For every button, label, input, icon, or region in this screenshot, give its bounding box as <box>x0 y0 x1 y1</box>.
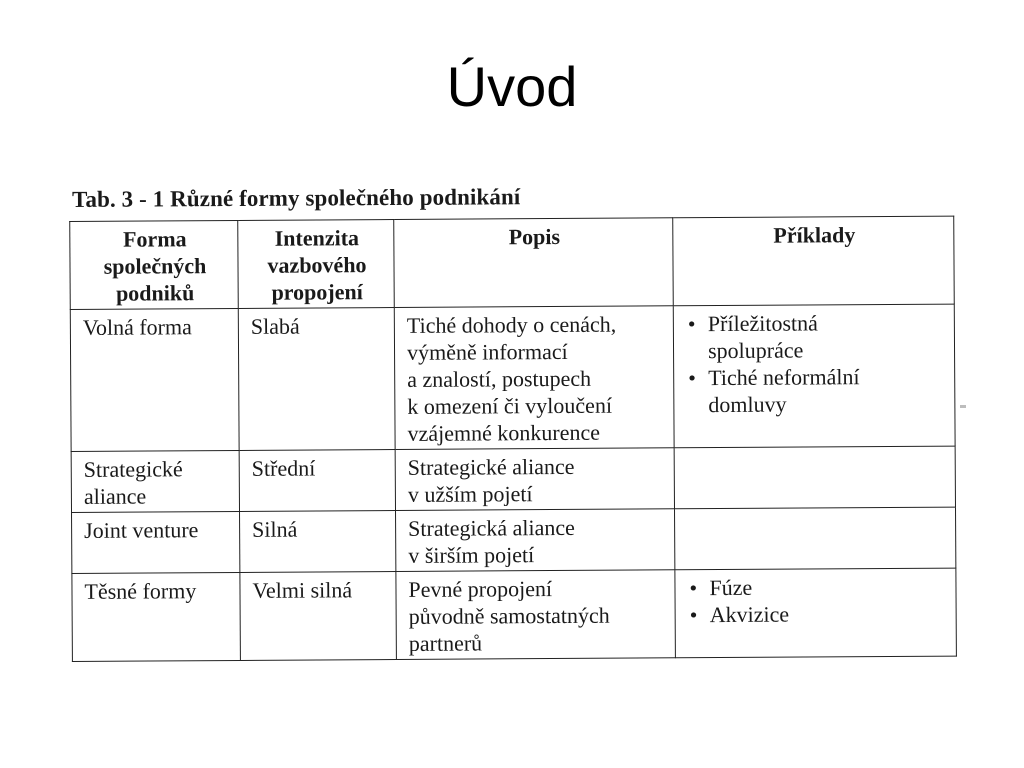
examples-list <box>687 573 945 629</box>
table-row <box>72 507 956 573</box>
cell-description: Pevné propojení původně samostatných partnerů <box>396 570 676 660</box>
forms-table <box>69 216 957 662</box>
header-description: Popis <box>394 218 674 308</box>
table-row <box>72 568 957 661</box>
cell-description: Strategické aliance v užším pojetí <box>395 448 674 511</box>
table-header-row <box>70 216 955 309</box>
slide-title: Úvod <box>446 55 578 118</box>
cell-intensity: Slabá <box>238 307 395 450</box>
examples-list <box>686 309 945 419</box>
header-intensity: Intenzita vazbového propojení <box>238 219 395 308</box>
cell-intensity: Střední <box>239 449 395 511</box>
cell-form: Volná forma <box>70 308 239 451</box>
cell-examples <box>674 446 955 509</box>
cell-form: Joint venture <box>72 511 240 573</box>
header-form: Forma společných podniků <box>70 220 239 309</box>
scanned-table-image <box>66 178 969 693</box>
example-item: • Příležitostná spolupráce <box>708 309 944 364</box>
table-caption: Tab. 3 - 1 Různé formy společného podnikání <box>72 184 521 212</box>
cell-examples <box>673 304 955 448</box>
cell-intensity: Silná <box>240 510 396 572</box>
cell-examples <box>675 507 956 570</box>
cell-form: Těsné formy <box>72 572 241 661</box>
scan-artifact <box>960 405 966 408</box>
cell-form: Strategické aliance <box>71 450 239 512</box>
cell-intensity: Velmi silná <box>240 571 397 660</box>
cell-description: Strategická aliance v širším pojetí <box>396 509 675 572</box>
example-item: • Fúze <box>709 573 945 601</box>
table-row <box>70 304 955 451</box>
header-examples: Příklady <box>673 216 955 306</box>
example-item: • Akvizice <box>710 600 946 628</box>
cell-description: Tiché dohody o cenách, výměně informací a znalostí, postupech k omezení či vyloučení vzájemné konkurence <box>394 306 674 450</box>
cell-examples <box>675 568 957 658</box>
table-row <box>71 446 955 512</box>
example-item: • Tiché neformální domluvy <box>708 363 944 418</box>
